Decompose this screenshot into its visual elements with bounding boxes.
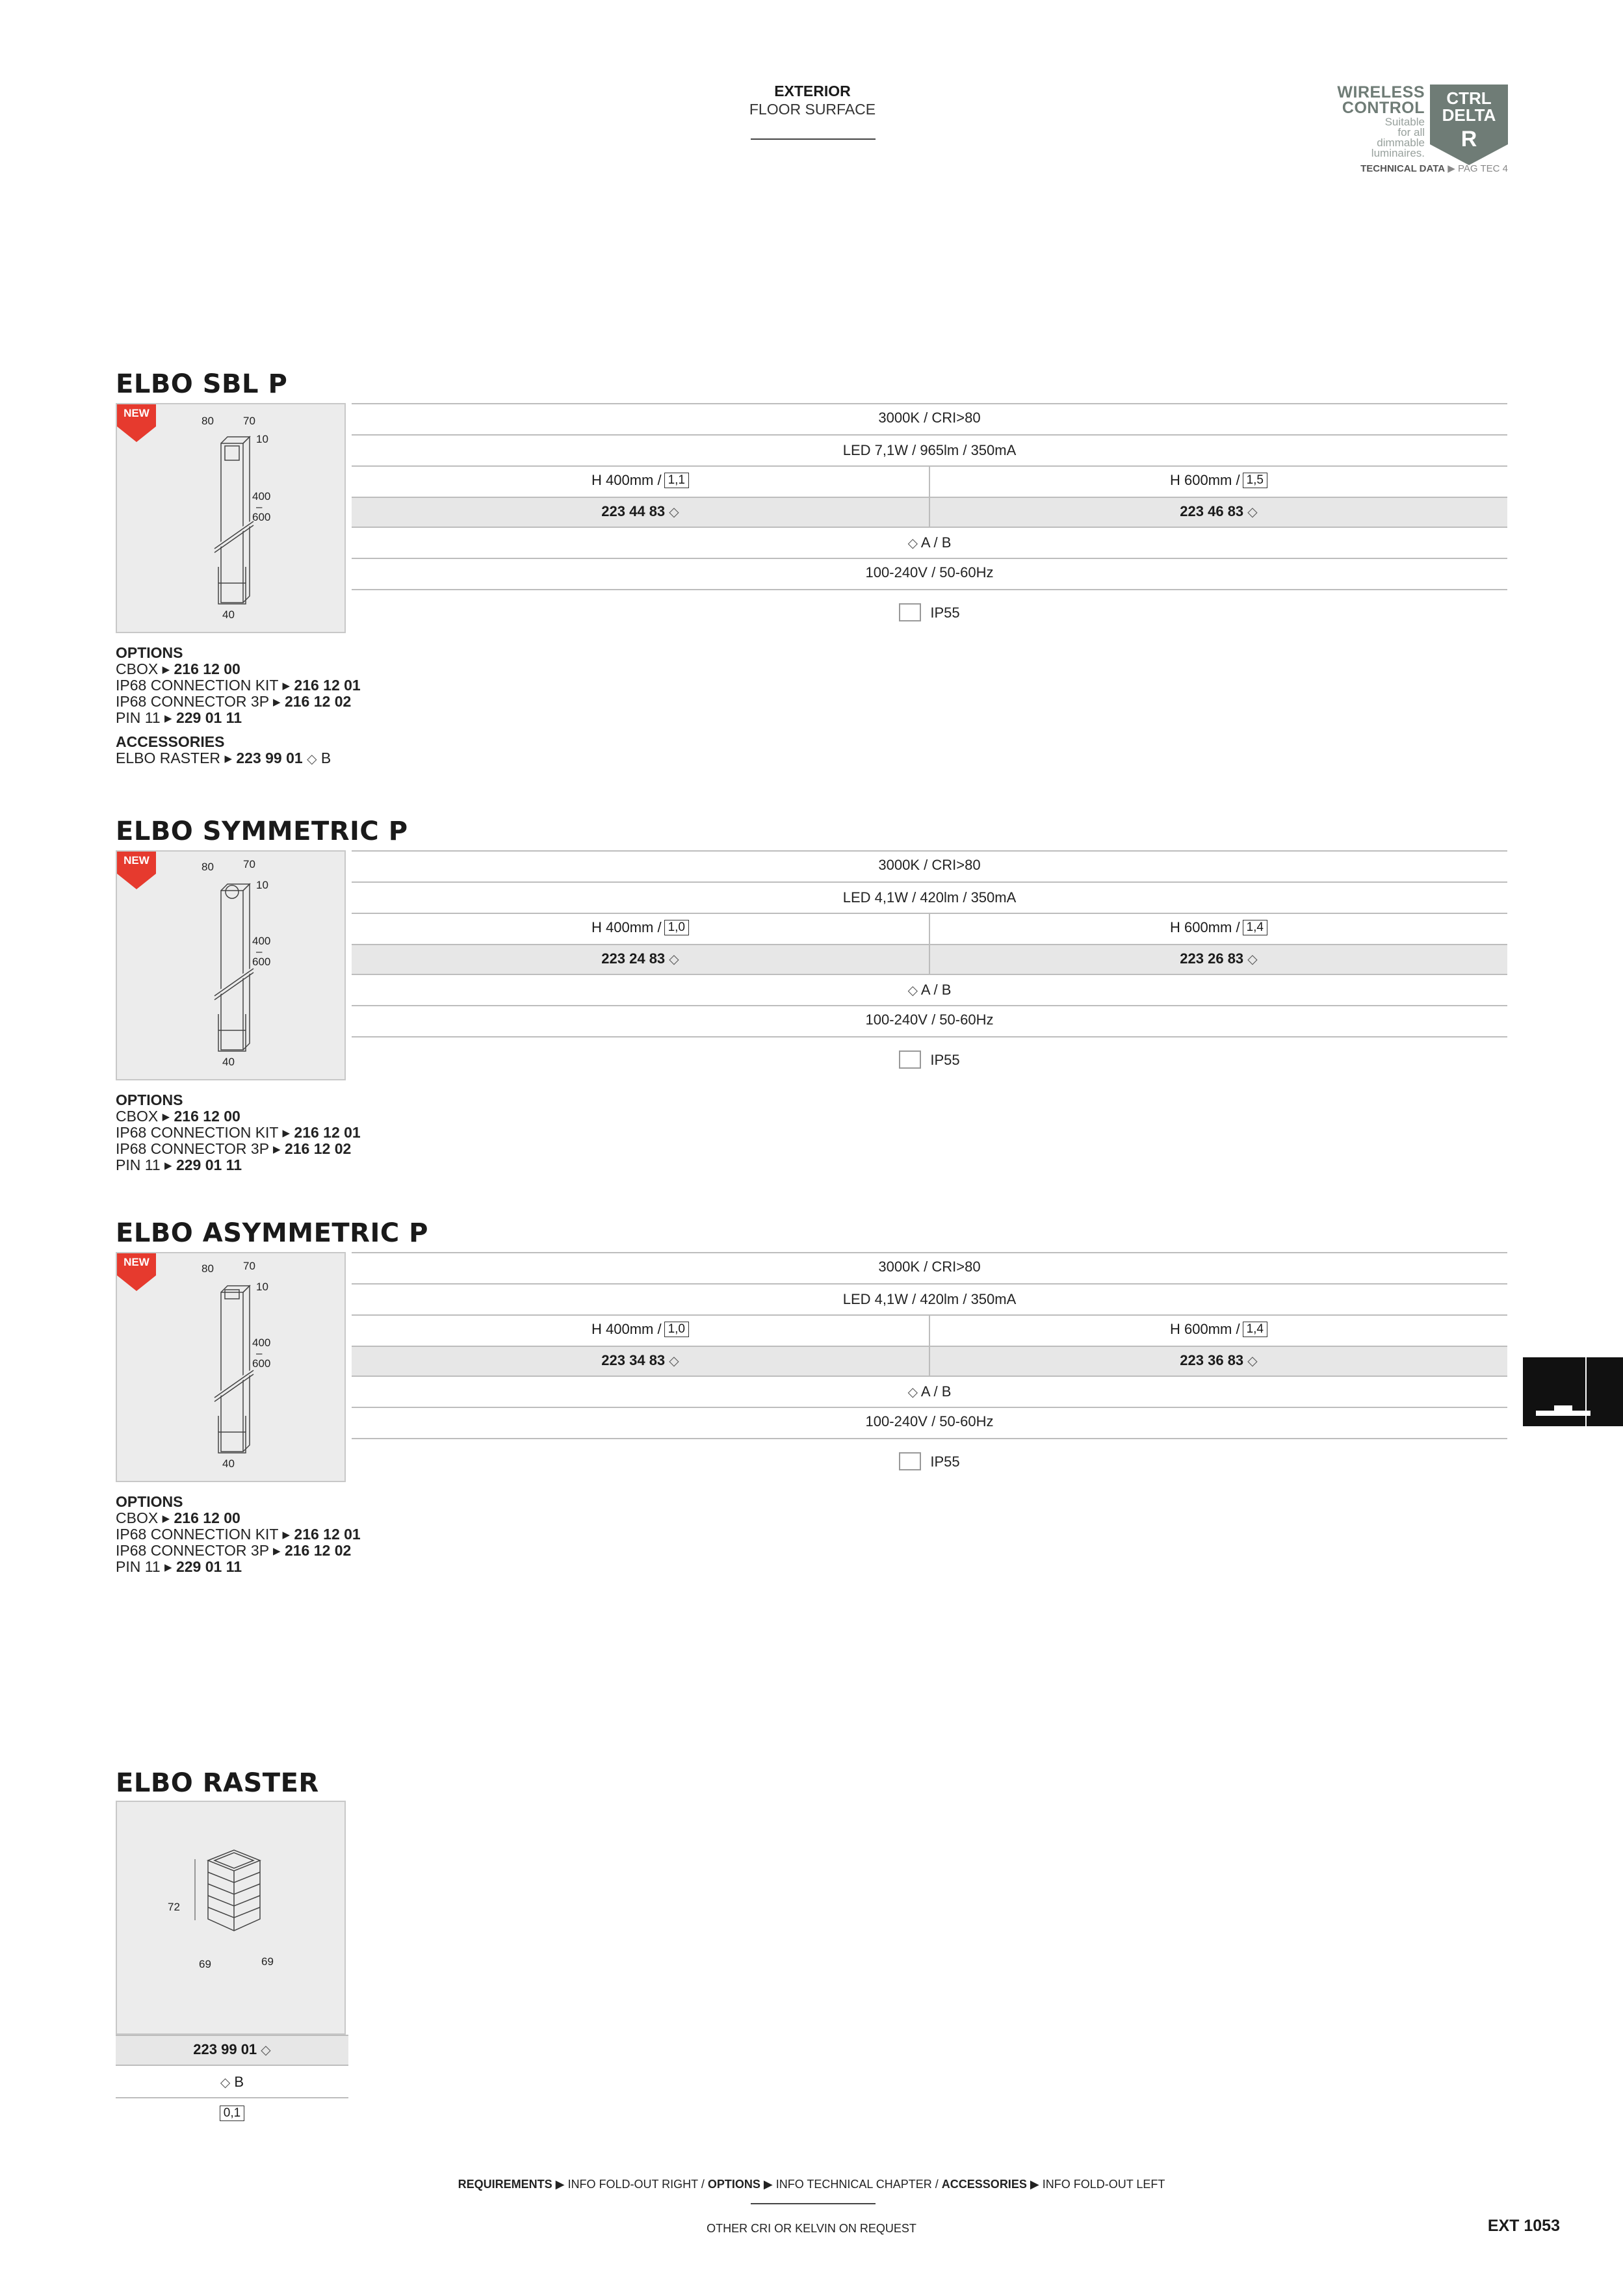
page-number: EXT 1053: [1487, 2217, 1560, 2235]
diamond-icon: ◇: [1247, 952, 1258, 967]
luminaire-dimension-drawing: [188, 878, 279, 1073]
option-item: IP68 CONNECTION KIT ▸ 216 12 01: [116, 1526, 361, 1543]
option-item: CBOX ▸ 216 12 00: [116, 1108, 240, 1125]
wireless-title-1: WIRELESS: [1337, 83, 1425, 101]
option-item: IP68 CONNECTOR 3P ▸ 216 12 02: [116, 1542, 352, 1559]
voltage-row: 100-240V / 50-60Hz: [865, 1011, 994, 1028]
diamond-icon: ◇: [307, 752, 317, 766]
shield-line-2: DELTA: [1442, 105, 1496, 125]
raster-grid-icon: [182, 1847, 286, 1951]
diamond-icon: ◇: [220, 2076, 231, 2090]
product-drawing: NEW 80 70 10 400 – 600 40: [116, 1252, 346, 1482]
led-row: LED 7,1W / 965lm / 350mA: [842, 442, 1017, 458]
new-badge-label: NEW: [123, 854, 149, 867]
arrow-right-icon: ▸: [162, 660, 170, 677]
voltage-row: 100-240V / 50-60Hz: [865, 564, 994, 581]
tech-label: TECHNICAL DATA: [1360, 163, 1446, 174]
diamond-icon: ◇: [669, 952, 679, 967]
diamond-icon: ◇: [261, 2043, 271, 2057]
category-subtitle: FLOOR SURFACE: [749, 101, 876, 118]
ip-row: IP55: [352, 1050, 1507, 1069]
option-item: IP68 CONNECTION KIT ▸ 216 12 01: [116, 677, 361, 694]
section-title: ELBO RASTER: [116, 1768, 319, 1798]
spec-table: [352, 1252, 1507, 1483]
cct-row: 3000K / CRI>80: [878, 1259, 981, 1275]
height-600-cell: H 600mm / 1,4: [930, 919, 1507, 936]
dim-70: 70: [243, 415, 255, 427]
footer-divider: [751, 2203, 876, 2204]
header-divider: [751, 138, 876, 140]
arrow-right-icon: ▸: [282, 677, 291, 694]
accessory-item: ELBO RASTER ▸ 223 99 01 ◇ B: [116, 750, 331, 766]
weight-box: 1,5: [1243, 473, 1267, 488]
class-row: ◇ A / B: [907, 982, 952, 998]
height-400-cell: H 400mm / 1,0: [352, 919, 929, 936]
option-item: CBOX ▸ 216 12 00: [116, 660, 240, 677]
option-item: PIN 11 ▸ 229 01 11: [116, 709, 242, 726]
diamond-icon: ◇: [907, 984, 918, 998]
arrow-right-icon: ▸: [164, 1156, 172, 1173]
ip-row: IP55: [352, 1452, 1507, 1470]
page-header: [715, 82, 910, 118]
new-badge-label: NEW: [123, 1256, 149, 1268]
option-item: IP68 CONNECTION KIT ▸ 216 12 01: [116, 1124, 361, 1141]
weight-box: 1,4: [1243, 1322, 1267, 1337]
arrow-right-icon: ▸: [282, 1526, 291, 1543]
options-list: [116, 645, 361, 768]
options-list: [116, 1092, 361, 1173]
wireless-control-badge: [1339, 85, 1509, 176]
weight-box: 1,4: [1243, 920, 1267, 935]
arrow-right-icon: ▶: [1030, 2178, 1039, 2191]
option-item: CBOX ▸ 216 12 00: [116, 1509, 240, 1526]
product-drawing: [116, 403, 346, 633]
chapter-tab: [1523, 1357, 1623, 1426]
product-code-cell: 223 26 83 ◇: [1180, 950, 1258, 967]
dim-40: 40: [222, 608, 235, 621]
arrow-right-icon: ▸: [164, 1558, 172, 1575]
wireless-title-2: CONTROL: [1342, 99, 1425, 117]
section-title: ELBO ASYMMETRIC P: [116, 1218, 428, 1248]
shield-letter: R: [1461, 127, 1477, 151]
accessories-title: ACCESSORIES: [116, 733, 225, 750]
dim-400: 400: [252, 490, 271, 502]
raster-class: ◇ B: [220, 2074, 244, 2090]
led-row: LED 4,1W / 420lm / 350mA: [842, 1291, 1017, 1307]
shield-line-1: CTRL: [1446, 88, 1492, 108]
product-code-cell: 223 24 83 ◇: [601, 950, 679, 967]
dim-69: 69: [261, 1955, 274, 1968]
weight-box: 1,1: [664, 473, 689, 488]
arrow-right-icon: ▸: [224, 750, 232, 766]
arrow-right-icon: ▸: [162, 1509, 170, 1526]
class-row: ◇ A / B: [907, 534, 952, 551]
dim-600: 600: [252, 511, 271, 523]
luminaire-dimension-drawing: [188, 430, 279, 625]
ip-icon: [899, 1050, 921, 1069]
ctrl-delta-shield-icon: [1430, 85, 1508, 165]
luminaire-dimension-drawing: [188, 1279, 279, 1474]
height-600-cell: H 600mm / 1,5: [930, 472, 1507, 489]
height-400-cell: H 400mm / 1,0: [352, 1321, 929, 1338]
arrow-right-icon: ▸: [273, 1140, 281, 1157]
voltage-row: 100-240V / 50-60Hz: [865, 1413, 994, 1429]
height-600-cell: H 600mm / 1,4: [930, 1321, 1507, 1338]
height-400-cell: H 400mm / 1,1: [352, 472, 929, 489]
category-title: EXTERIOR: [774, 83, 851, 99]
arrow-right-icon: ▸: [162, 1108, 170, 1125]
led-row: LED 4,1W / 420lm / 350mA: [842, 889, 1017, 906]
diamond-icon: ◇: [907, 1385, 918, 1400]
ip-icon: [899, 603, 921, 621]
diamond-icon: ◇: [1247, 1354, 1258, 1368]
dim-dash: –: [256, 501, 263, 513]
arrow-right-icon: ▸: [164, 709, 172, 726]
diamond-icon: ◇: [669, 505, 679, 519]
arrow-right-icon: ▸: [273, 1542, 281, 1559]
diamond-icon: ◇: [1247, 505, 1258, 519]
wireless-sub-4: luminaires.: [1371, 147, 1425, 159]
weight-box: 0,1: [220, 2106, 244, 2121]
option-item: PIN 11 ▸ 229 01 11: [116, 1156, 242, 1173]
weight-box: 1,0: [664, 920, 689, 935]
arrow-right-icon: ▶: [1448, 163, 1455, 174]
raster-code: 223 99 01 ◇: [193, 2041, 271, 2057]
product-drawing: NEW 80 70 10 400 – 600 40: [116, 850, 346, 1080]
option-item: IP68 CONNECTOR 3P ▸ 216 12 02: [116, 693, 352, 710]
options-list: [116, 1494, 361, 1575]
dim-72: 72: [168, 1901, 180, 1913]
footer-references: REQUIREMENTS ▶ INFO FOLD-OUT RIGHT / OPTIONS ▶ INFO TECHNICAL CHAPTER / ACCESSORIES ▶ INFO FOLD-OUT LEFT: [458, 2178, 1165, 2191]
arrow-right-icon: ▸: [282, 1124, 291, 1141]
diamond-icon: ◇: [907, 536, 918, 551]
class-row: ◇ A / B: [907, 1383, 952, 1400]
options-title: OPTIONS: [116, 644, 183, 661]
section-title: ELBO SBL P: [116, 369, 288, 399]
dim-69: 69: [199, 1958, 211, 1970]
arrow-right-icon: ▶: [555, 2178, 565, 2191]
raster-weight: [116, 2105, 348, 2122]
diamond-icon: ◇: [669, 1354, 679, 1368]
option-item: PIN 11 ▸ 229 01 11: [116, 1558, 242, 1575]
new-badge-label: NEW: [123, 407, 149, 419]
section-title: ELBO SYMMETRIC P: [116, 816, 408, 846]
wireless-sub-2: for all: [1397, 126, 1425, 138]
options-title: OPTIONS: [116, 1091, 183, 1108]
spec-table: [352, 850, 1507, 1081]
product-code-cell: 223 44 83 ◇: [601, 503, 679, 519]
spec-table: [352, 403, 1507, 634]
footer-note: OTHER CRI OR KELVIN ON REQUEST: [707, 2222, 916, 2235]
cct-row: 3000K / CRI>80: [878, 410, 981, 426]
cct-row: 3000K / CRI>80: [878, 857, 981, 873]
product-code-cell: 223 34 83 ◇: [601, 1352, 679, 1368]
product-code-cell: 223 46 83 ◇: [1180, 503, 1258, 519]
dim-10: 10: [256, 433, 268, 445]
ip-icon: [899, 1452, 921, 1470]
wireless-sub-3: dimmable: [1377, 137, 1425, 149]
option-item: IP68 CONNECTOR 3P ▸ 216 12 02: [116, 1140, 352, 1157]
weight-box: 1,0: [664, 1322, 689, 1337]
options-title: OPTIONS: [116, 1493, 183, 1510]
tech-ref: PAG TEC 4: [1458, 163, 1508, 174]
technical-data-ref: [1342, 163, 1508, 174]
arrow-right-icon: ▸: [273, 693, 281, 710]
arrow-right-icon: ▶: [763, 2178, 773, 2191]
ip-row: IP55: [352, 603, 1507, 621]
product-code-cell: 223 36 83 ◇: [1180, 1352, 1258, 1368]
wireless-sub-1: Suitable: [1384, 116, 1425, 128]
dim-80: 80: [201, 415, 214, 427]
raster-drawing: [116, 1801, 346, 2035]
